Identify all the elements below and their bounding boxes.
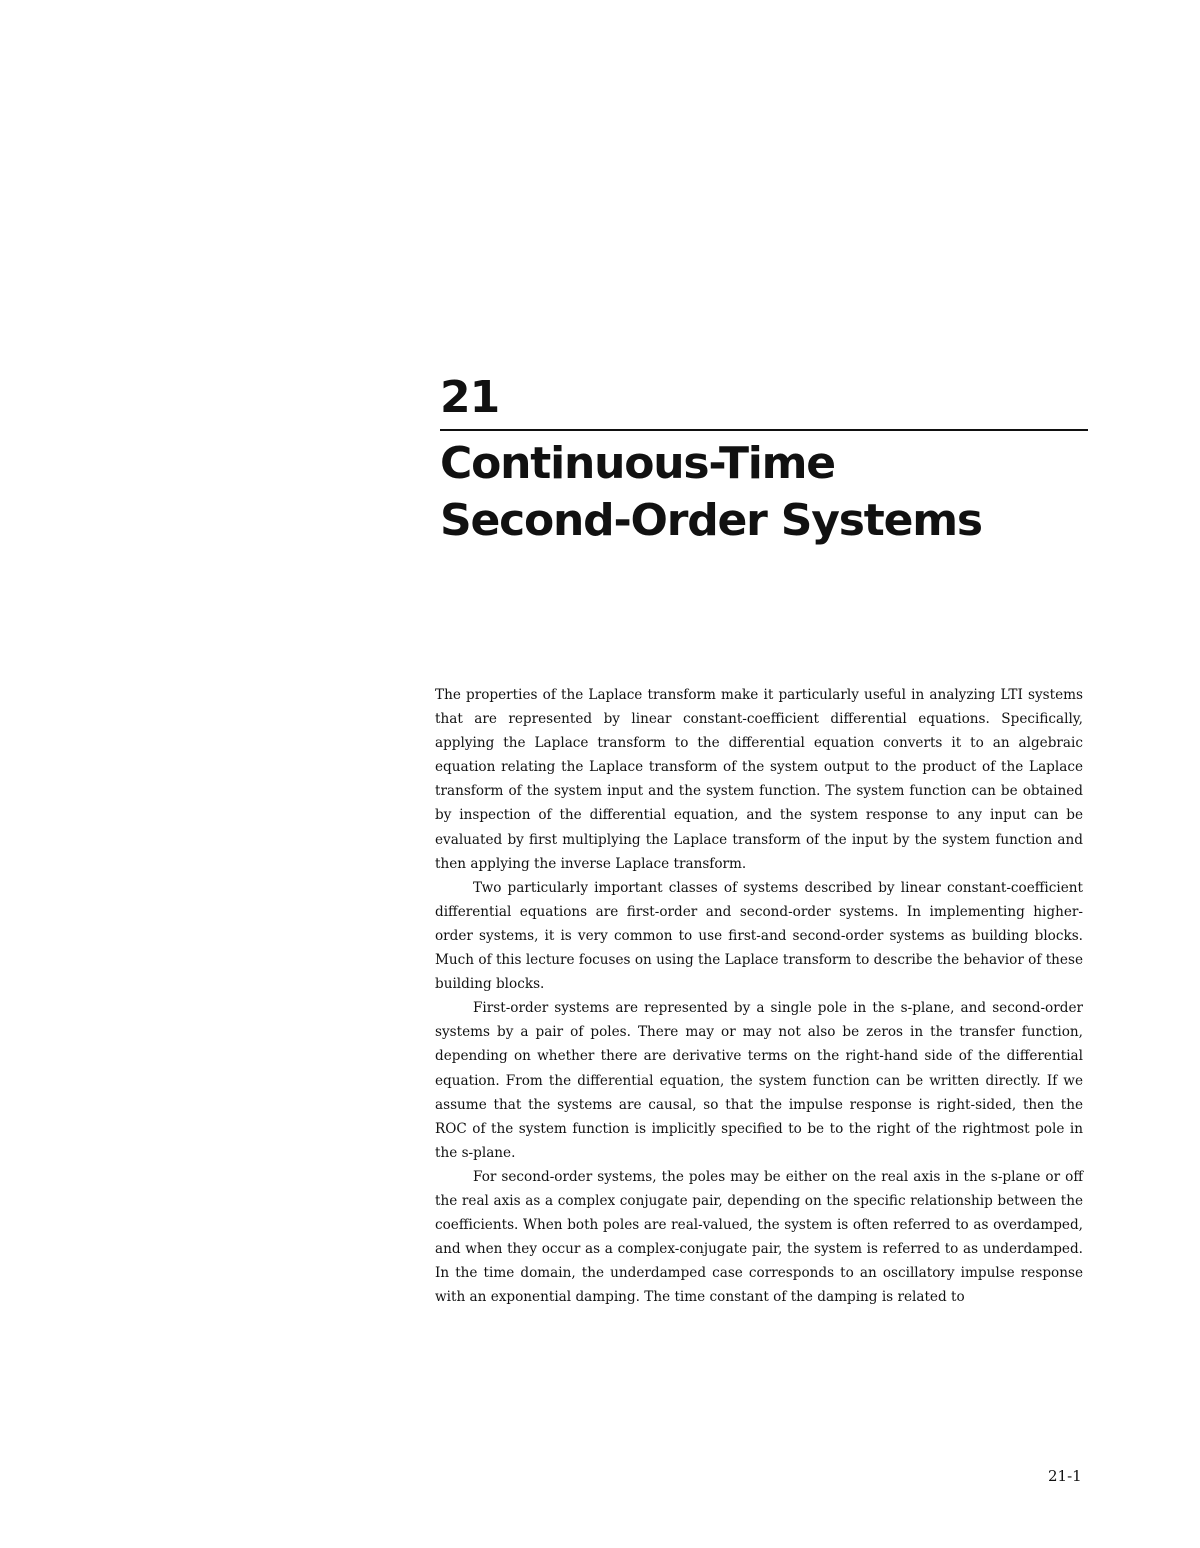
- paragraph-order-classes: Two particularly important classes of systems described by linear constant-coefficient differential equations are first-order and second-order systems. In implementing higher-order systems, it is very common to use first-and second-order systems as building blocks. Much of this lecture focuses on using the Laplace transform to describe the behavior of these building blocks.: [435, 879, 1083, 993]
- body-text: [435, 683, 1083, 1309]
- paragraph-intro: The properties of the Laplace transform make it particularly useful in analyzing LTI systems that are represented by linear constant-coefficient differential equations. Specifically, applying the Laplace transform to the differential equation converts it to an algebraic equation relating the Laplace transform of the system output to the product of the Laplace transform of the system input and the system function. The system function can be obtained by inspection of the differential equation, and the system response to any input can be evaluated by first multiplying the Laplace transform of the input by the system function and then applying the inverse Laplace transform.: [435, 687, 1083, 872]
- paragraph-second-order: For second-order systems, the poles may be either on the real axis in the s-plane or off the real axis as a complex conjugate pair, depending on the specific relationship between the coefficients. When both poles are real-valued, the system is often referred to as overdamped, and when they occur as a complex-conjugate pair, the system is referred to as underdamped. In the time domain, the underdamped case corresponds to an oscillatory impulse response with an exponential damping. The time constant of the damping is related to: [435, 1168, 1083, 1306]
- chapter-title-line-1: Continuous-Time: [440, 438, 835, 489]
- chapter-rule: [440, 429, 1088, 431]
- paragraph-first-order: First-order systems are represented by a single pole in the s-plane, and second-order systems by a pair of poles. There may or may not also be zeros in the transfer function, depending on whether there are derivative terms on the right-hand side of the differential equation. From the differential equation, the system function can be written directly. If we assume that the systems are causal, so that the impulse response is right-sided, then the ROC of the system function is implicitly specified to be to the right of the rightmost pole in the s-plane.: [435, 1000, 1083, 1161]
- chapter-title-line-2: Second-Order Systems: [440, 495, 982, 546]
- chapter-title: [440, 435, 1100, 549]
- chapter-number: 21: [440, 372, 500, 423]
- page-number: 21-1: [1048, 1467, 1082, 1485]
